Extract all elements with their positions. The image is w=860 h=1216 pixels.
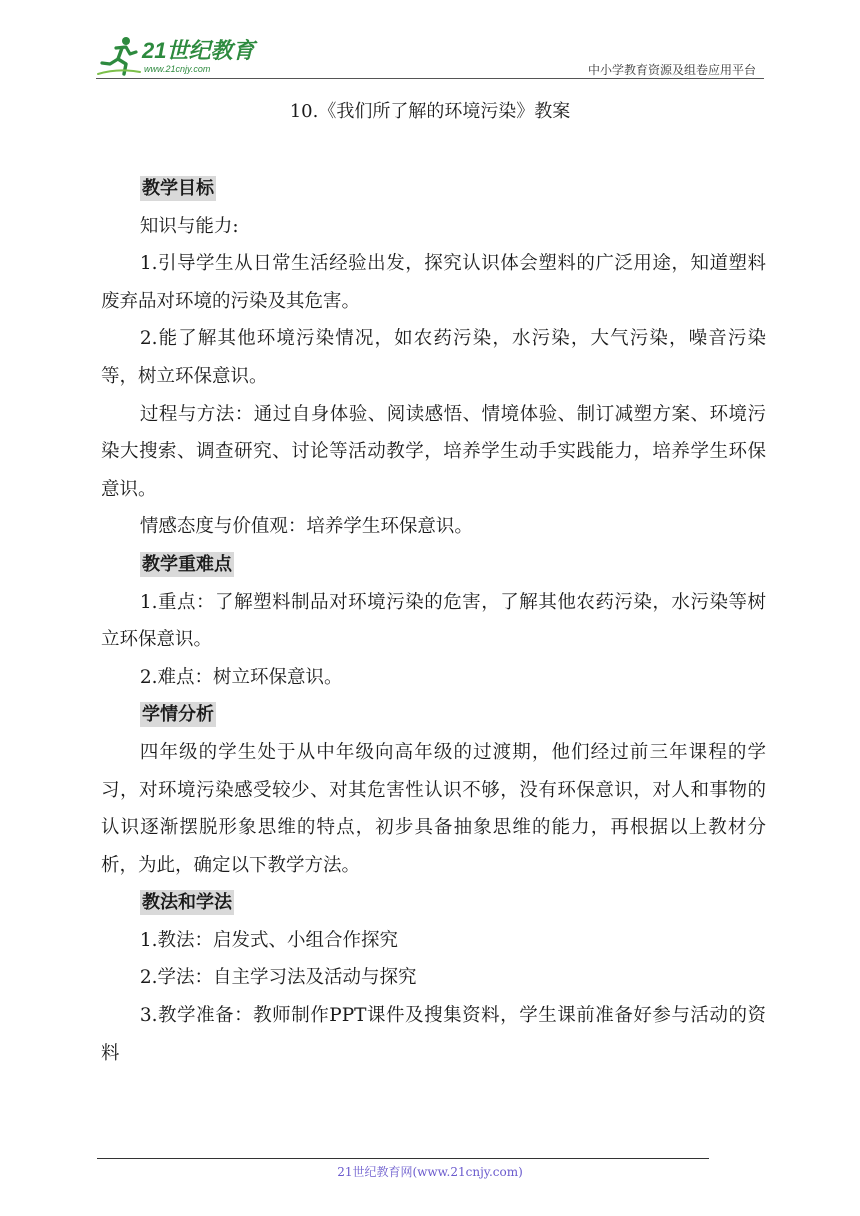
section-heading-goals: 教学目标 — [142, 178, 214, 199]
paragraph: 情感态度与价值观：培养学生环保意识。 — [139, 516, 473, 538]
paragraph: 四年级的学生处于从中年级向高年级的过渡期，他们经过前三年课程的学习，对环境污染感受较少、对其危害性认识不够，没有环保意识，对人和事物的认识逐渐摆脱形象思维的特点，初步具备抽象思维的能力，再根据以上教材分析，为此，确定以下教学方法。 — [101, 741, 766, 876]
document-title: 10.《我们所了解的环境污染》教案 — [289, 101, 571, 122]
paragraph: 知识与能力: — [139, 215, 239, 237]
section-heading-methods: 教法和学法 — [142, 892, 232, 914]
site-logo[interactable] — [96, 34, 266, 78]
section-heading-analysis: 学情分析 — [142, 704, 214, 726]
page-header — [96, 34, 764, 80]
logo-url: www.21cnjy.com — [144, 64, 211, 74]
logo-text: 21世纪教育 — [142, 38, 255, 63]
paragraph: 1.引导学生从日常生活经验出发，探究认识体会塑料的广泛用途，知道塑料废弃品对环境的污染及其危害。 — [101, 253, 766, 312]
paragraph: 1.教法：启发式、小组合作探究 — [139, 929, 398, 951]
footer-divider — [97, 1158, 709, 1159]
paragraph: 1.重点：了解塑料制品对环境污染的危害，了解其他农药污染，水污染等树立环保意识。 — [101, 591, 766, 651]
paragraph: 2.学法：自主学习法及活动与探究 — [139, 967, 417, 989]
runner-icon — [96, 34, 142, 78]
paragraph: 3.教学准备：教师制作PPT课件及搜集资料，学生课前准备好参与活动的资料 — [101, 1005, 766, 1064]
section-heading-keypoints: 教学重难点 — [142, 553, 232, 575]
document-body — [101, 170, 766, 1072]
platform-label: 中小学教育资源及组卷应用平台 — [587, 63, 756, 77]
footer-link[interactable]: 21世纪教育网(www.21cnjy.com) — [337, 1165, 523, 1179]
paragraph: 过程与方法：通过自身体验、阅读感悟、情境体验、制订减塑方案、环境污染大搜索、调查研究、讨论等活动教学，培养学生动手实践能力，培养学生环保意识。 — [101, 403, 766, 500]
paragraph: 2.能了解其他环境污染情况，如农药污染，水污染，大气污染，噪音污染等，树立环保意识。 — [101, 328, 766, 387]
paragraph: 2.难点：树立环保意识。 — [139, 666, 343, 688]
header-divider — [96, 78, 764, 79]
